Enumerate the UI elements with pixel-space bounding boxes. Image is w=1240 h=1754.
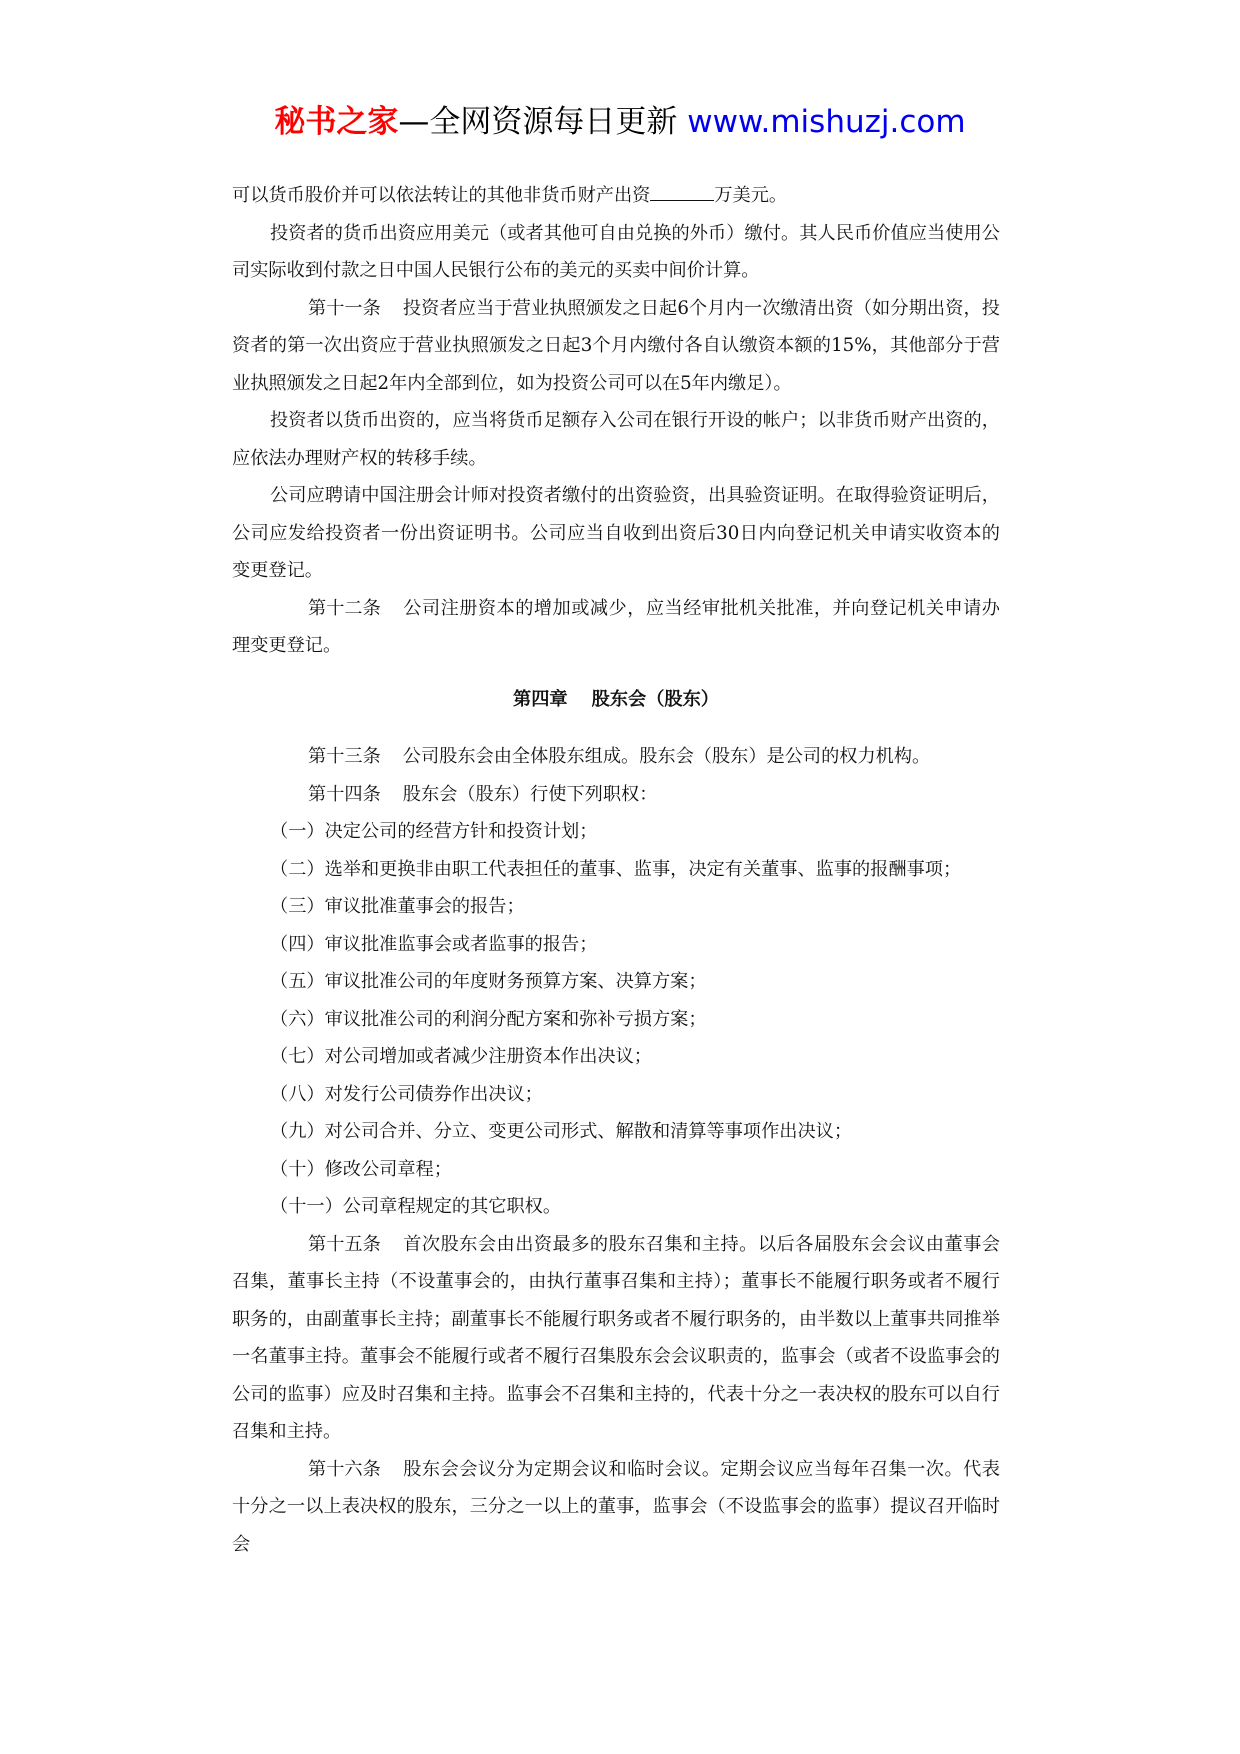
article-number: 第十四条 [308, 783, 381, 805]
power-item: （四）审议批准监事会或者监事的报告； [270, 933, 598, 955]
brand-name: 秘书之家 [274, 104, 399, 140]
chapter-title: 股东会（股东） [591, 688, 719, 710]
fill-in-blank [650, 182, 714, 201]
article-number: 第十五条 [308, 1233, 381, 1255]
article-text: 股东会会议分为定期会议和临时会议。定期会议应当每年召集一次。代表十分之一以上表决权的股东，三分之一以上的董事，监事会（不设监事会的监事）提议召开临时会 [232, 1458, 1000, 1555]
article-15 [232, 1226, 1000, 1451]
power-item: （一）决定公司的经营方针和投资计划； [270, 821, 598, 842]
site-banner [0, 100, 1240, 144]
article-number: 第十一条 [308, 297, 381, 319]
article-number: 第十三条 [308, 746, 381, 767]
article-number: 第十六条 [308, 1458, 381, 1480]
article-number: 第十二条 [308, 597, 381, 619]
paragraph-noncash-contribution [232, 177, 1000, 215]
paragraph-text: 可以货币股价并可以依法转让的其他非货币财产出资 [232, 185, 651, 206]
document-body [232, 177, 1000, 1563]
article-11 [232, 290, 1000, 403]
article-text: 公司注册资本的增加或减少，应当经审批机关批准，并向登记机关申请办理变更登记。 [232, 597, 1000, 656]
power-item: （九）对公司合并、分立、变更公司形式、解散和清算等事项作出决议； [270, 1121, 853, 1142]
power-item: （五）审议批准公司的年度财务预算方案、决算方案； [270, 971, 707, 992]
article-14 [232, 776, 1000, 814]
chapter-number: 第四章 [513, 688, 568, 710]
chapter-heading [232, 681, 1000, 719]
power-item: （十一）公司章程规定的其它职权。 [270, 1196, 562, 1217]
article-text: 投资者应当于营业执照颁发之日起6个月内一次缴清出资（如分期出资，投资者的第一次出资应于营业执照颁发之日起3个月内缴付各自认缴资本额的15%，其他部分于营业执照颁发之日起2年内全部到位，如为投资公司可以在5年内缴足）。 [232, 297, 1000, 394]
article-text: 股东会（股东）行使下列职权： [402, 783, 658, 805]
paragraph-text: 万美元。 [714, 185, 788, 206]
article-13 [232, 738, 1000, 776]
paragraph-deposit: 投资者以货币出资的，应当将货币足额存入公司在银行开设的帐户；以非货币财产出资的，应依法办理财产权的转移手续。 [232, 410, 1000, 469]
article-text: 公司股东会由全体股东组成。股东会（股东）是公司的权力机构。 [402, 746, 931, 767]
banner-slogan: —全网资源每日更新 [398, 104, 688, 140]
site-url-link[interactable]: www.mishuzj.com [687, 104, 966, 140]
paragraph-audit: 公司应聘请中国注册会计师对投资者缴付的出资验资，出具验资证明。在取得验资证明后，公司应发给投资者一份出资证明书。公司应当自收到出资后30日内向登记机关申请实收资本的变更登记。 [232, 485, 1000, 581]
power-item: （十）修改公司章程； [270, 1158, 452, 1180]
power-item: （二）选举和更换非由职工代表担任的董事、监事，决定有关董事、监事的报酬事项； [270, 858, 962, 880]
power-item: （三）审议批准董事会的报告； [270, 896, 525, 917]
article-12 [232, 590, 1000, 665]
paragraph-currency: 投资者的货币出资应用美元（或者其他可自由兑换的外币）缴付。其人民币价值应当使用公司实际收到付款之日中国人民银行公布的美元的买卖中间价计算。 [232, 222, 1000, 281]
power-item: （七）对公司增加或者减少注册资本作出决议； [270, 1046, 652, 1067]
article-text: 首次股东会由出资最多的股东召集和主持。以后各届股东会会议由董事会召集，董事长主持（不设董事会的，由执行董事召集和主持）；董事长不能履行职务或者不履行职务的，由副董事长主持；副董事长不能履行职务或者不履行职务的，由半数以上董事共同推举一名董事主持。董事会不能履行或者不履行召集股东会会议职责的，监事会（或者不设监事会的公司的监事）应及时召集和主持。监事会不召集和主持的，代表十分之一表决权的股东可以自行召集和主持。 [232, 1233, 1000, 1442]
article-16 [232, 1451, 1000, 1564]
power-item: （八）对发行公司债券作出决议； [270, 1083, 543, 1105]
power-item: （六）审议批准公司的利润分配方案和弥补亏损方案； [270, 1008, 707, 1030]
